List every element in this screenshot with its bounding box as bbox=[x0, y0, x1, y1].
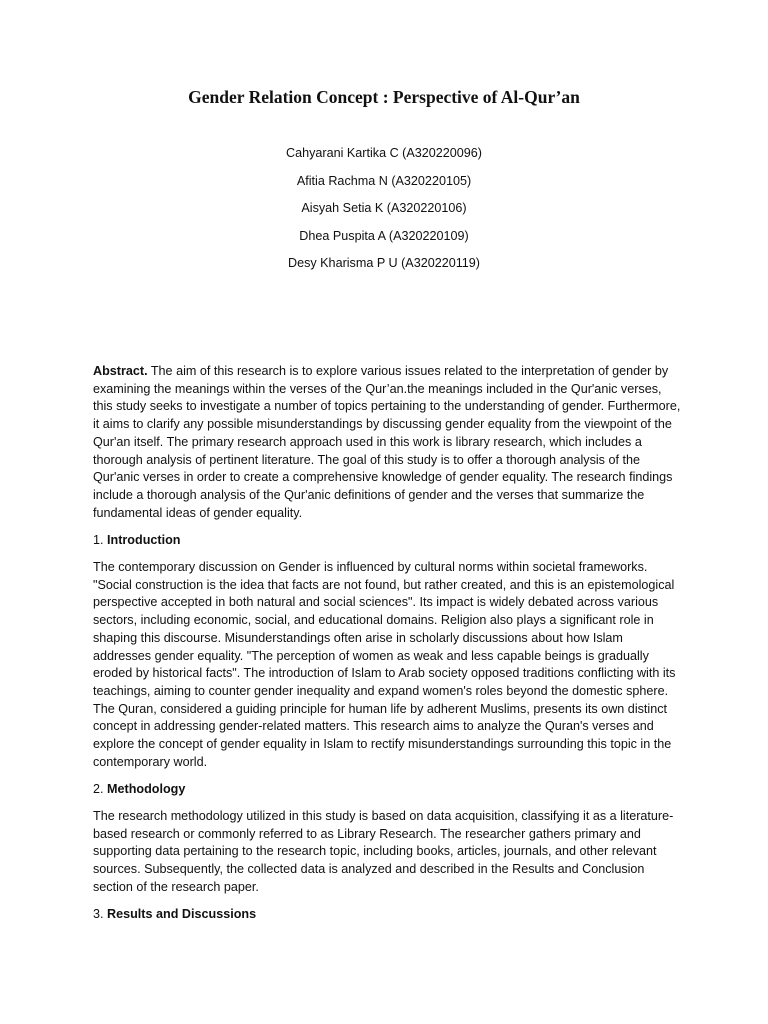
section-heading-methodology bbox=[93, 781, 683, 799]
section-title: Results and Discussions bbox=[107, 907, 257, 921]
section-heading-results bbox=[93, 906, 683, 924]
paper-title: Gender Relation Concept : Perspective of Al-Qur’an bbox=[188, 87, 580, 107]
author-name: Dhea Puspita A (A320220109) bbox=[299, 228, 469, 243]
methodology-paragraph: The research methodology utilized in this study is based on data acquisition, classifying it as a literature-based research or commonly referred to as Library Research. The researcher gathers primary and supporting data pertaining to the research topic, including books, articles, journals, and other relevant sources. Subsequently, the collected data is analyzed and described in the Results and Conclusion section of the research paper. bbox=[93, 809, 674, 894]
author-name: Aisyah Setia K (A320220106) bbox=[301, 201, 467, 215]
abstract-paragraph bbox=[93, 363, 683, 522]
author-name: Desy Kharisma P U (A320220119) bbox=[287, 256, 481, 270]
introduction-paragraph: The contemporary discussion on Gender is influenced by cultural norms within societal frameworks. "Social construction is the idea that facts are not found, but rather created, and this is an epistemological perspective accepted in both natural and social sciences". Its impact is widely debated across various sectors, including economic, social, and educational domains. Religion also plays a significant role in shaping this discourse. Misunderstandings often arise in scholarly discussions about how Islam addresses gender equality. "The perception of women as weak and less capable beings is gradually eroded by historical facts". The introduction of Islam to Arab society opposed traditions conflicting with its teachings, aiming to counter gender inequality and expand women's roles beyond the domestic sphere. The Quran, considered a guiding principle for human life by adherent Muslims, presents its own distinct concept in addressing gender-related matters. This research aims to analyze the Quran's verses and explore the concept of gender equality in Islam to rectify misunderstandings surrounding this topic in the contemporary world. bbox=[93, 560, 676, 769]
section-title: Introduction bbox=[107, 533, 181, 547]
author-list bbox=[0, 144, 768, 282]
section-number: 3. bbox=[93, 907, 108, 921]
section-number: 1. bbox=[93, 533, 108, 547]
section-title: Methodology bbox=[107, 782, 186, 796]
abstract-text: The aim of this research is to explore various issues related to the interpretation of gender by examining the meanings within the verses of the Qur’an.the meanings included in the Qur'anic verses, this study seeks to investigate a number of topics pertaining to the understanding of gender. Furthermore, it aims to clarify any possible misunderstandings by discussing gender equality from the viewpoint of the Qur'an itself. The primary research approach used in this work is library research, which includes a thorough analysis of pertinent literature. The goal of this study is to offer a thorough analysis of the Qur'anic verses in order to create a comprehensive knowledge of gender equality. The research findings include a thorough analysis of the Qur'anic definitions of gender and the verses that summarize the fundamental ideas of gender equality. bbox=[93, 364, 681, 520]
author-name: Afitia Rachma N (A320220105) bbox=[296, 173, 472, 188]
section-number: 2. bbox=[93, 782, 108, 796]
abstract-label: Abstract. bbox=[93, 364, 148, 378]
section-heading-introduction bbox=[93, 532, 683, 550]
author-name: Cahyarani Kartika C (A320220096) bbox=[285, 146, 482, 160]
